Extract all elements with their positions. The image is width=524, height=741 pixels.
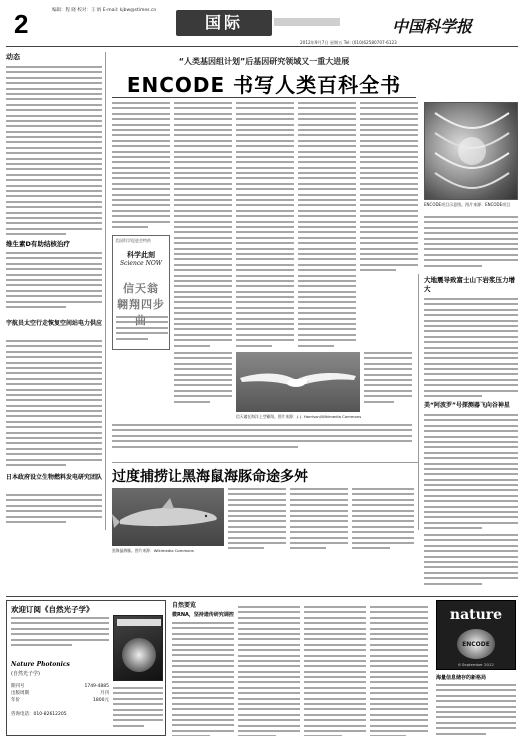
albatross-text-left bbox=[174, 352, 232, 412]
nature-text-col-1 bbox=[172, 622, 234, 736]
lead-headline: ENCODE 书写人类百科全书 bbox=[126, 73, 402, 97]
subscribe-journal: Nature Photonics bbox=[11, 661, 70, 668]
dna-helix-image bbox=[425, 103, 518, 200]
left-column-divider bbox=[105, 52, 106, 530]
dolphin-caption: 黑海鼠海豚。图片来源：Wikimedia Commons bbox=[112, 548, 194, 553]
science-now-headline-2: 翱翔四步 bbox=[117, 298, 165, 311]
brief-item bbox=[6, 474, 102, 482]
science-now-logo-cn: 科学此刻 bbox=[127, 251, 155, 259]
brief-title: 日本政府设立生物燃料发电研究团队 bbox=[6, 474, 103, 481]
albatross-bird-image bbox=[236, 352, 360, 412]
dolphin-text-col-2 bbox=[290, 488, 348, 560]
nature-cover bbox=[436, 600, 516, 670]
bottom-rule bbox=[6, 596, 518, 597]
nature-cover-title: nature bbox=[449, 607, 503, 623]
right-column bbox=[424, 274, 518, 530]
section-banner bbox=[176, 10, 272, 36]
price-value: 1800元 bbox=[93, 698, 109, 703]
nature-item-title: 微RNA，坚持遗传研究调控 bbox=[172, 612, 234, 618]
masthead bbox=[0, 0, 524, 48]
brief-title: 维生素D有助结核治疗 bbox=[6, 240, 70, 248]
lead-text-col-1 bbox=[112, 102, 170, 230]
left-column-tag: 动态 bbox=[6, 53, 20, 61]
dolphin-text-col-1 bbox=[228, 488, 286, 560]
nature-section-tag: 自然要览 bbox=[172, 602, 197, 609]
price-row bbox=[11, 690, 109, 697]
phone-number: 010-82612205 bbox=[33, 712, 67, 717]
science-now-headline-1: 信天翁 bbox=[123, 282, 159, 295]
science-now-body bbox=[116, 316, 168, 348]
science-now-box bbox=[112, 235, 170, 350]
subscribe-journal-sub: (自然光子学) bbox=[11, 671, 40, 677]
paper-logo: 中国科学报 bbox=[392, 17, 473, 36]
nature-cover-date: 6 September 2012 bbox=[458, 662, 494, 667]
price-label: 出版周期 bbox=[11, 691, 29, 696]
dolphin-top-rule bbox=[112, 462, 418, 463]
lead-text-col-4 bbox=[298, 102, 356, 350]
right-story-2-body bbox=[424, 414, 518, 530]
brief-item bbox=[6, 240, 102, 248]
science-now-header: 美国科学促进会特供 bbox=[115, 238, 151, 243]
dolphin-text-col-3 bbox=[352, 488, 414, 560]
brief-body-lines bbox=[6, 252, 102, 314]
nature-photonics-cover bbox=[113, 615, 163, 681]
right-column-divider bbox=[418, 274, 419, 530]
dolphin-photo bbox=[112, 488, 224, 546]
section-title: 国际 bbox=[204, 13, 243, 32]
lead-kicker: “人类基因组计划”后基因研究领域又一重大进展 bbox=[178, 57, 350, 66]
brief-body-lines bbox=[6, 340, 102, 470]
phone-label: 咨询电话： bbox=[11, 712, 34, 717]
encode-photo-caption: ENCODE项目示意图。图片来源：ENCODE项目 bbox=[424, 202, 511, 207]
lead-text-col-5 bbox=[360, 102, 418, 272]
nature-text-col-4 bbox=[370, 606, 428, 736]
bottom-right-title: 海量信息储存的新格局 bbox=[436, 675, 487, 681]
albatross-photo bbox=[236, 352, 360, 412]
top-info-right: 2012年9月7日 星期五 Tel: (010)62580707-6123 bbox=[300, 40, 397, 45]
headline-rule bbox=[112, 97, 416, 98]
left-column bbox=[6, 52, 102, 530]
dolphin-text-col-4 bbox=[424, 534, 518, 594]
brief-body-lines bbox=[6, 494, 102, 530]
price-table bbox=[11, 683, 109, 704]
nature-cover-subtitle: ENCODE bbox=[462, 641, 490, 648]
cover-art bbox=[122, 638, 156, 672]
right-story-1-title: 大地震导致富士山下岩浆压力增大 bbox=[424, 276, 515, 293]
price-label: 年价 bbox=[11, 698, 20, 703]
subscribe-phone bbox=[11, 711, 67, 717]
masthead-rule bbox=[6, 46, 518, 47]
encode-photo bbox=[424, 102, 518, 200]
right-story-1-body bbox=[424, 298, 518, 398]
top-info-left: 编辑：程 晓 校对：王 炳 E-mail: kjbw@stimes.cn bbox=[52, 8, 157, 13]
subscribe-title: 欢迎订阅《自然光子学》 bbox=[11, 605, 94, 614]
brief-item bbox=[6, 320, 102, 328]
albatross-caption: 信天翁在海洋上空翱翔。图片来源：J. J. Harrison/Wikimedia Commons bbox=[236, 414, 362, 419]
page-number: 2 bbox=[14, 9, 29, 39]
nature-text-col-3 bbox=[304, 606, 366, 736]
subscribe-intro bbox=[11, 617, 109, 655]
cover-badge bbox=[117, 619, 161, 626]
lead-text-col-2 bbox=[174, 102, 232, 350]
price-value: 1749-4885 bbox=[84, 684, 109, 689]
albatross-text-bottom bbox=[112, 424, 412, 458]
science-now-logo-en: Science NOW bbox=[120, 260, 162, 267]
left-intro-text bbox=[6, 66, 102, 236]
albatross-text-right bbox=[364, 352, 412, 412]
price-value: 月刊 bbox=[100, 691, 109, 696]
lead-text-col-3 bbox=[236, 102, 294, 350]
banner-stripe bbox=[274, 18, 340, 26]
bottom-right-body bbox=[436, 684, 516, 736]
price-row bbox=[11, 697, 109, 704]
subscribe-box bbox=[6, 600, 166, 736]
brief-title: 宇航员太空行走恢复空间站电力供应 bbox=[6, 320, 103, 327]
right-story-2-title: 美“阿波罗”号探测器飞向谷神星 bbox=[424, 402, 510, 409]
dolphin-image bbox=[112, 488, 224, 546]
lead-text-col-6 bbox=[424, 216, 518, 268]
price-label: 期刊号 bbox=[11, 684, 25, 689]
nature-text-col-2 bbox=[238, 606, 300, 736]
price-row bbox=[11, 683, 109, 690]
subscribe-footer bbox=[113, 687, 163, 731]
dolphin-headline: 过度捕捞让黑海鼠海豚命途多舛 bbox=[112, 469, 308, 485]
